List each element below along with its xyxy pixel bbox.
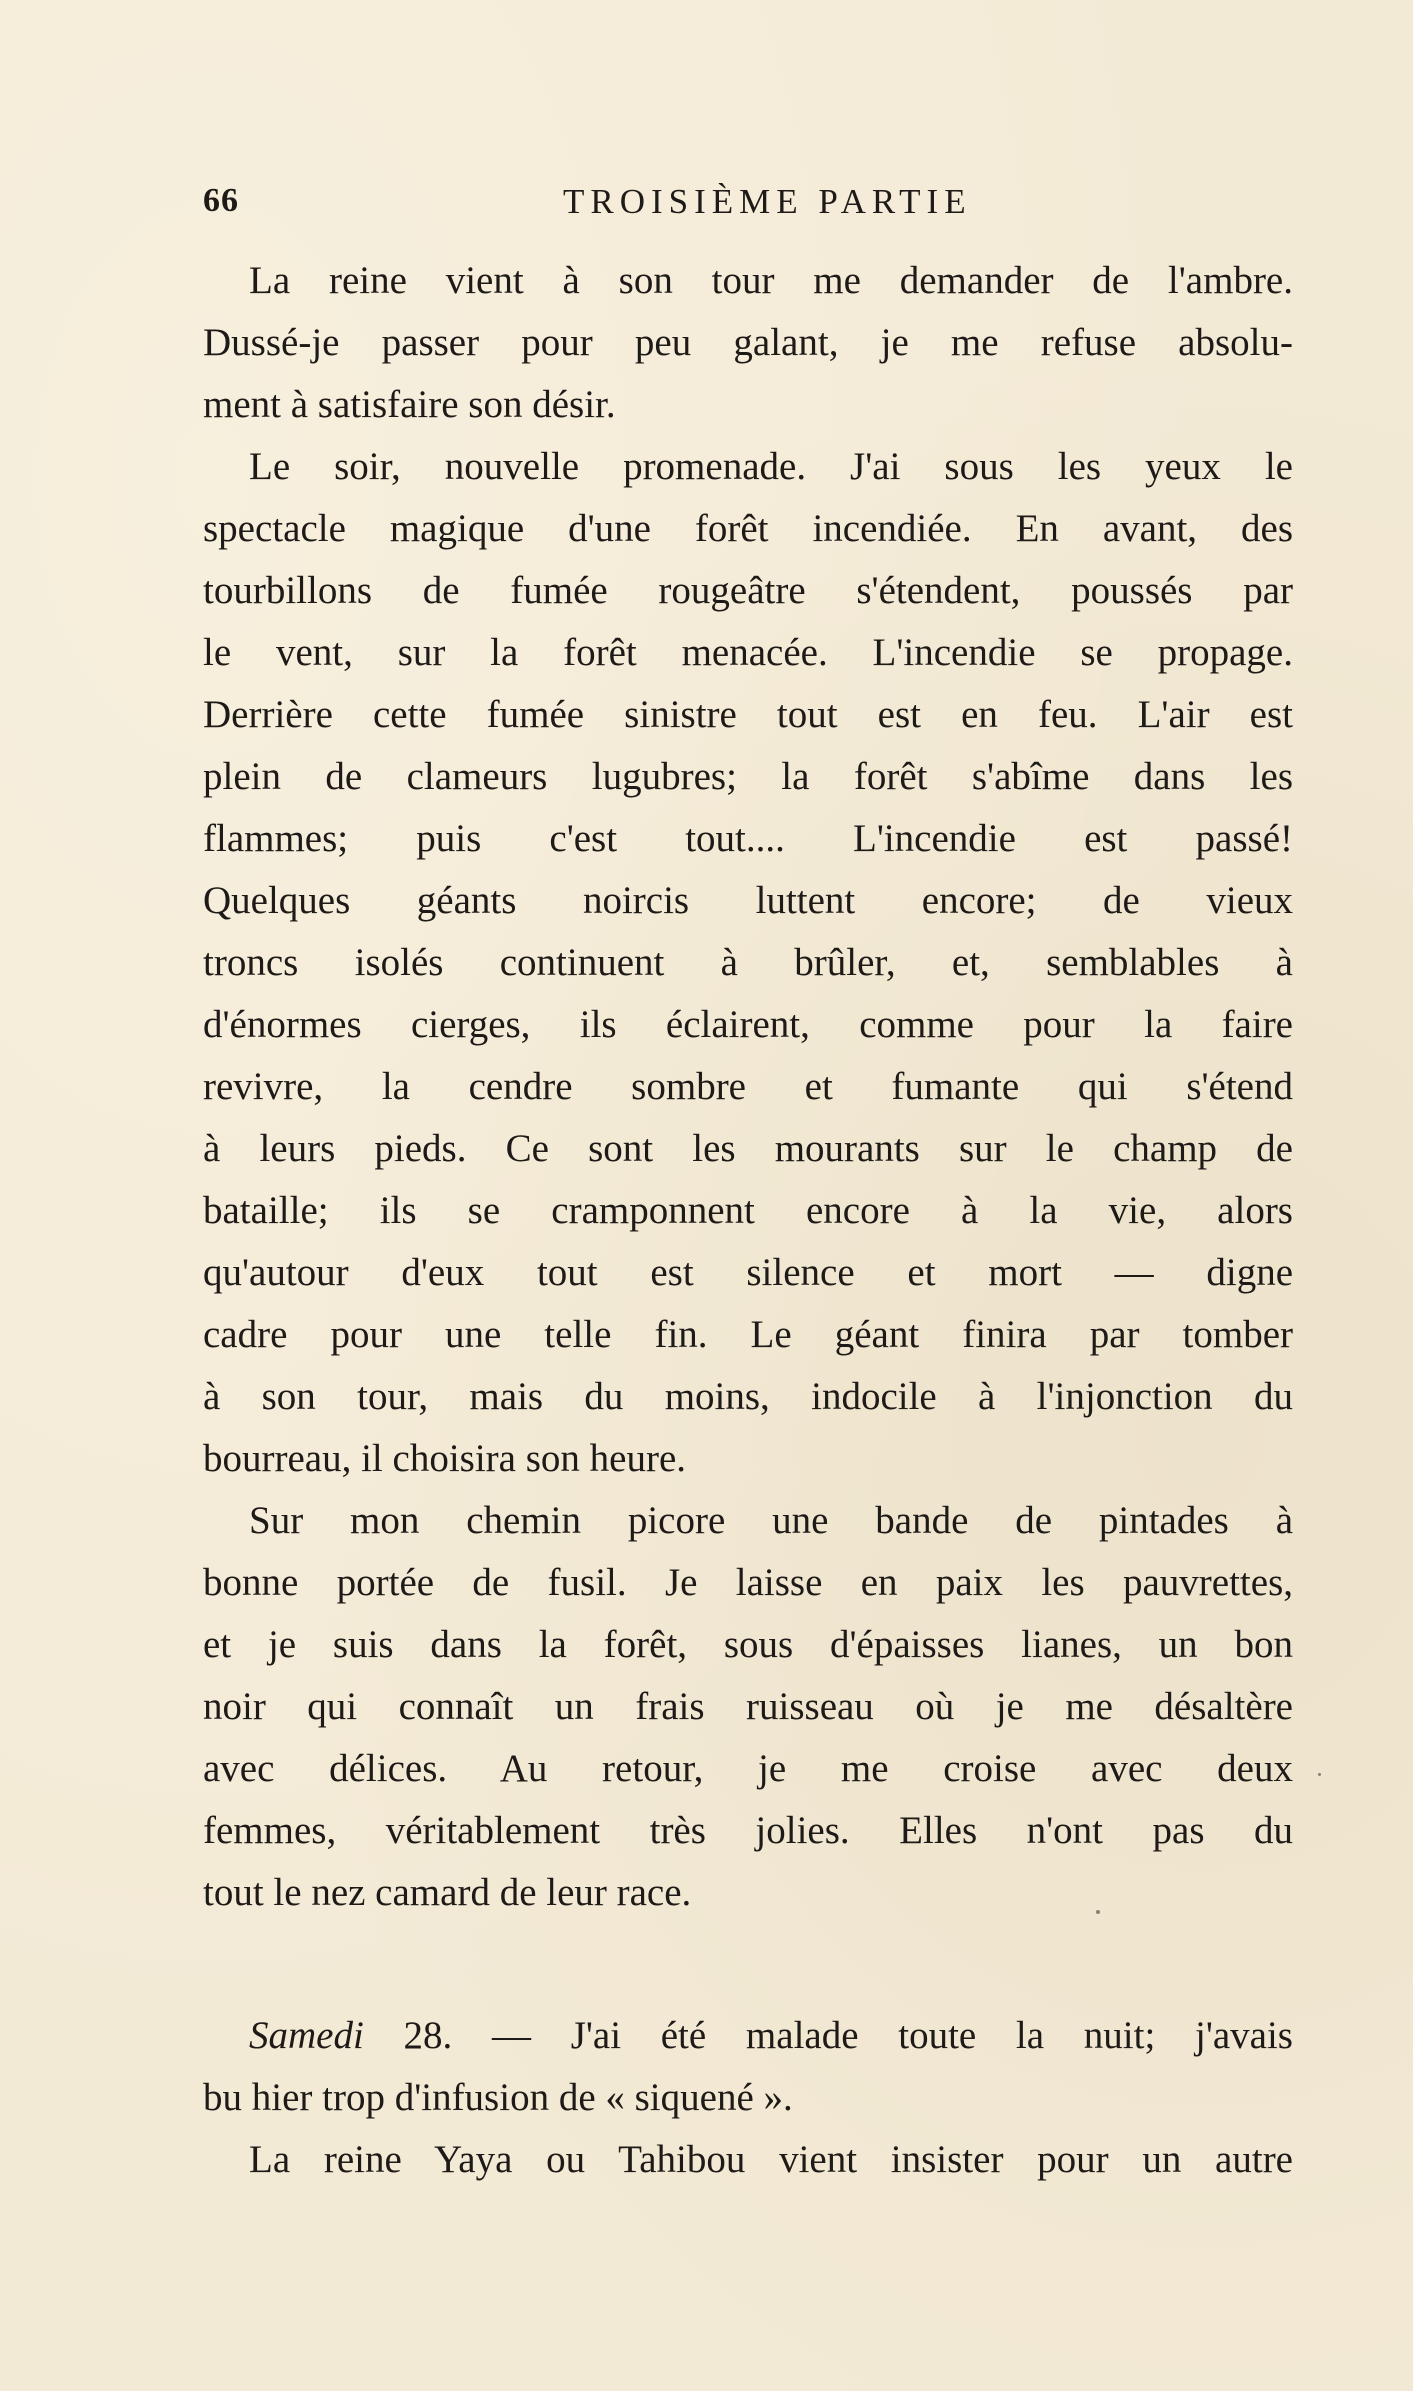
- text-line: noir qui connaît un frais ruisseau où je me désaltère: [203, 1685, 1293, 1728]
- text-line: à leurs pieds. Ce sont les mourants sur le champ de: [203, 1127, 1293, 1170]
- text-line: tourbillons de fumée rougeâtre s'étendent, poussés par: [203, 569, 1293, 612]
- text-line: bonne portée de fusil. Je laisse en paix les pauvrettes,: [203, 1561, 1293, 1604]
- text-line: bourreau, il choisira son heure.: [203, 1437, 687, 1480]
- page-header: [203, 182, 1293, 232]
- diary-entry-line: [249, 2011, 1293, 2061]
- text-line: bu hier trop d'infusion de « siquené ».: [203, 2076, 793, 2119]
- text-line: Quelques géants noircis luttent encore; de vieux: [203, 879, 1293, 922]
- text-line: tout le nez camard de leur race.: [203, 1871, 692, 1914]
- running-title: TROISIÈME PARTIE: [563, 182, 972, 221]
- text-line: troncs isolés continuent à brûler, et, semblables à: [203, 941, 1293, 984]
- text-line: La reine Yaya ou Tahibou vient insister pour un autre: [249, 2138, 1293, 2181]
- text-line: flammes; puis c'est tout.... L'incendie est passé!: [203, 817, 1293, 860]
- text-line: avec délices. Au retour, je me croise avec deux: [203, 1747, 1293, 1790]
- paper-speck: [1318, 1773, 1321, 1776]
- text-line: La reine vient à son tour me demander de l'ambre.: [249, 259, 1293, 302]
- text-line: femmes, véritablement très jolies. Elles n'ont pas du: [203, 1809, 1293, 1852]
- text-line: Le soir, nouvelle promenade. J'ai sous les yeux le: [249, 445, 1293, 488]
- text-line: ment à satisfaire son désir.: [203, 383, 616, 426]
- entry-text: 28. — J'ai été malade toute la nuit; j'avais: [363, 2014, 1293, 2057]
- text-line: qu'autour d'eux tout est silence et mort — digne: [203, 1251, 1293, 1294]
- text-line: le vent, sur la forêt menacée. L'incendie se propage.: [203, 631, 1293, 674]
- entry-date-label: Samedi: [249, 2014, 364, 2057]
- text-line: Dussé-je passer pour peu galant, je me refuse absolu-: [203, 321, 1293, 364]
- text-line: d'énormes cierges, ils éclairent, comme pour la faire: [203, 1003, 1293, 1046]
- text-line: spectacle magique d'une forêt incendiée. En avant, des: [203, 507, 1293, 550]
- text-line: bataille; ils se cramponnent encore à la vie, alors: [203, 1189, 1293, 1232]
- text-line: revivre, la cendre sombre et fumante qui s'étend: [203, 1065, 1293, 1108]
- paper-speck: [1096, 1910, 1100, 1914]
- text-line: Derrière cette fumée sinistre tout est en feu. L'air est: [203, 693, 1293, 736]
- text-line: plein de clameurs lugubres; la forêt s'abîme dans les: [203, 755, 1293, 798]
- text-line: cadre pour une telle fin. Le géant finira par tomber: [203, 1313, 1293, 1356]
- text-line: Sur mon chemin picore une bande de pintades à: [249, 1499, 1293, 1542]
- text-line: à son tour, mais du moins, indocile à l'injonction du: [203, 1375, 1293, 1418]
- page-number: 66: [203, 182, 239, 219]
- text-line: et je suis dans la forêt, sous d'épaisses lianes, un bon: [203, 1623, 1293, 1666]
